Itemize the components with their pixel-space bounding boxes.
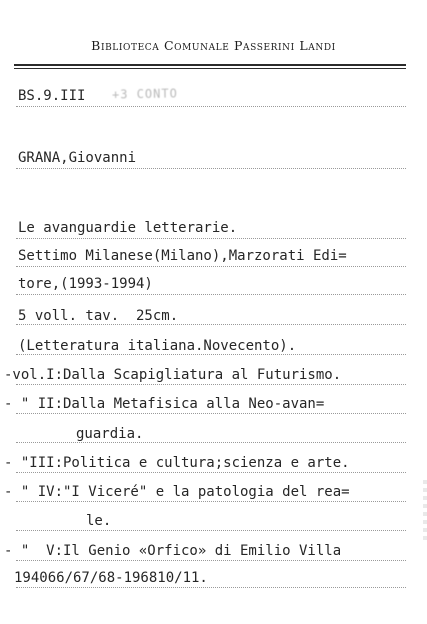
physical-description: 5 voll. tav. 25cm.: [18, 308, 179, 324]
ruled-line: [16, 560, 406, 561]
volume-line-continuation: guardia.: [76, 426, 144, 442]
ruled-line: [16, 294, 406, 295]
header-rule: [14, 64, 406, 69]
shelfmark-code: BS.9.III: [18, 88, 86, 104]
ruled-line: [16, 413, 406, 414]
card-edge-marks: [423, 480, 427, 540]
ruled-line: [16, 168, 406, 169]
volume-line: - " II:Dalla Metafisica alla Neo-avan=: [4, 396, 325, 412]
series-statement: (Letteratura italiana.Novecento).: [18, 338, 297, 354]
author-heading: GRANA,Giovanni: [18, 150, 137, 166]
volume-line: -vol.I:Dalla Scapigliatura al Futurismo.: [4, 367, 342, 383]
imprint-line-1: Settimo Milanese(Milano),Marzorati Edi=: [18, 248, 347, 264]
ruled-line: [16, 501, 406, 502]
inventory-numbers: 194066/67/68-196810/11.: [14, 570, 208, 586]
ruled-line: [16, 106, 406, 107]
ruled-line: [16, 384, 406, 385]
ruled-line: [16, 324, 406, 325]
title-line: Le avanguardie letterarie.: [18, 220, 238, 236]
volume-line-continuation: le.: [86, 513, 112, 529]
ruled-line: [16, 354, 406, 355]
ruled-line: [16, 266, 406, 267]
volume-line: - " V:Il Genio «Orfico» di Emilio Villa: [4, 543, 342, 559]
volume-line: - "III:Politica e cultura;scienza e arte.: [4, 455, 350, 471]
faded-stamp: +3 CONTO: [111, 86, 178, 102]
ruled-line: [16, 472, 406, 473]
ruled-line: [16, 238, 406, 239]
volume-line: - " IV:"I Viceré" e la patologia del rea=: [4, 484, 350, 500]
ruled-line: [16, 530, 406, 531]
library-name: Biblioteca Comunale Passerini Landi: [91, 38, 336, 53]
ruled-line: [16, 442, 406, 443]
imprint-line-2: tore,(1993-1994): [18, 276, 153, 292]
ruled-line: [16, 587, 406, 588]
